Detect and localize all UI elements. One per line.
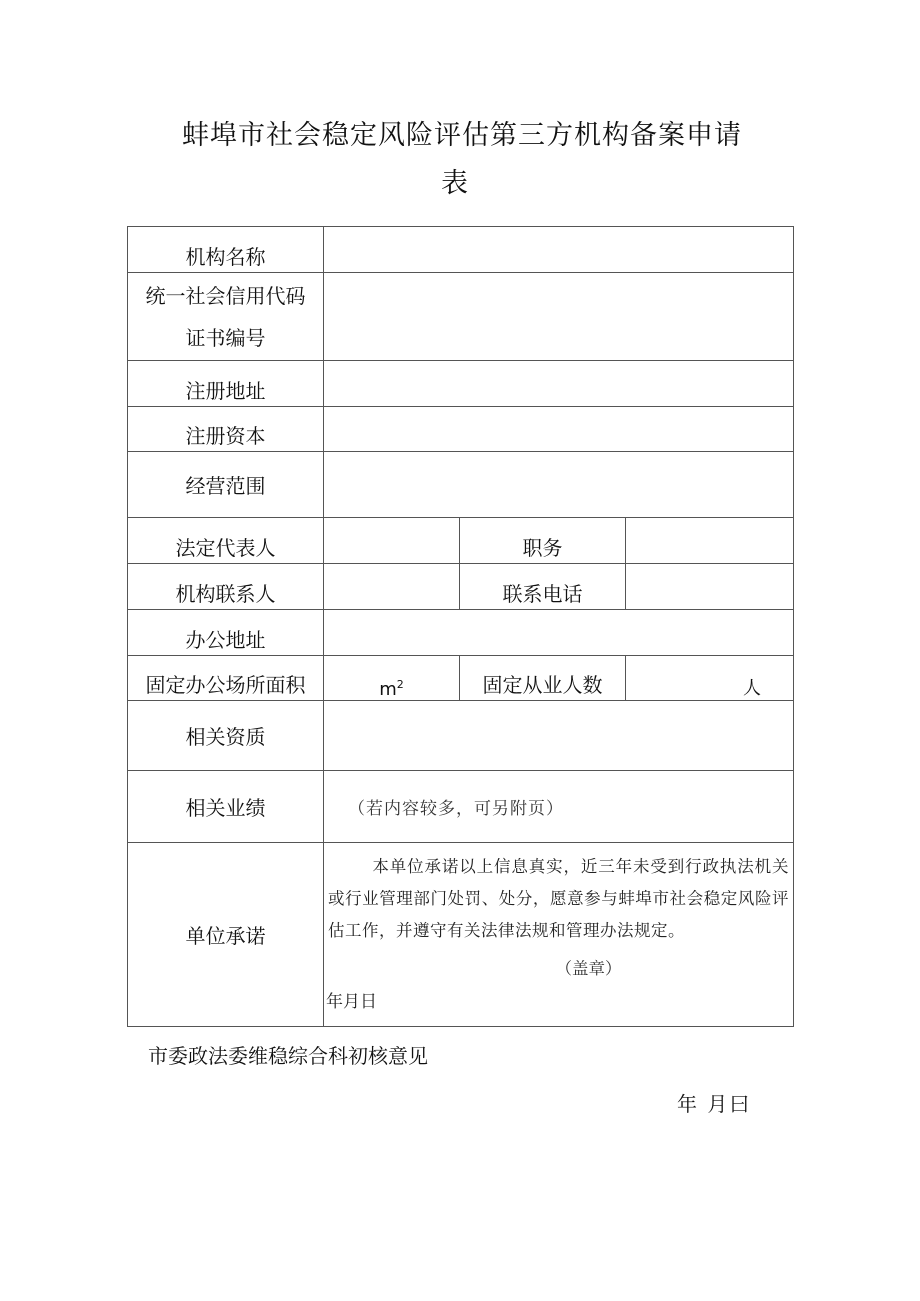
position-label: 职务: [460, 518, 626, 564]
contact-label: 机构联系人: [128, 564, 324, 610]
business-scope-field[interactable]: [324, 452, 794, 518]
row-reg-capital: [128, 407, 794, 452]
staff-label: 固定从业人数: [460, 656, 626, 701]
credit-code-label: 统一社会信用代码: [145, 283, 306, 308]
office-address-label: 办公地址: [128, 610, 324, 656]
promise-date: 年月日: [326, 992, 377, 1012]
row-office-area: [128, 656, 794, 701]
reg-capital-field[interactable]: [324, 407, 794, 452]
area-unit: $m^2$: [379, 678, 404, 700]
legal-rep-field[interactable]: [324, 518, 460, 564]
credit-code-field[interactable]: [324, 273, 794, 361]
row-legal-rep: [128, 518, 794, 564]
seal-text: （盖章）: [555, 959, 622, 978]
staff-field[interactable]: [626, 656, 794, 701]
row-qualification: [128, 701, 794, 771]
page-title: [0, 112, 920, 208]
promise-body: [324, 843, 793, 947]
org-name-field[interactable]: [324, 227, 794, 273]
org-name-label: 机构名称: [128, 227, 324, 273]
performance-note: （若内容较多，可另附页）: [348, 799, 564, 819]
cert-no-label: 证书编号: [185, 325, 266, 350]
position-field[interactable]: [626, 518, 794, 564]
promise-cell: [324, 843, 794, 1027]
qualification-field[interactable]: [324, 701, 794, 771]
row-performance: [128, 771, 794, 843]
contact-field[interactable]: [324, 564, 460, 610]
phone-label: 联系电话: [460, 564, 626, 610]
office-area-label: 固定办公场所面积: [128, 656, 324, 701]
row-contact: [128, 564, 794, 610]
promise-label: 单位承诺: [128, 843, 324, 1027]
promise-text: 本单位承诺以上信息真实，近三年未受到行政执法机关或行业管理部门处罚、处分，愿意参与蚌埠市社会稳定风险评估工作，并遵守有关法律法规和管理办法规定。: [328, 857, 790, 940]
row-org-name: [128, 227, 794, 273]
reg-address-field[interactable]: [324, 361, 794, 407]
phone-field[interactable]: [626, 564, 794, 610]
review-opinion-label: 市委政法委维稳综合科初核意见: [148, 1044, 428, 1068]
row-promise: [128, 843, 794, 1027]
office-address-field[interactable]: [324, 610, 794, 656]
row-reg-address: [128, 361, 794, 407]
row-business-scope: [128, 452, 794, 518]
review-date: 年 月曰: [677, 1092, 752, 1116]
application-form-table: [127, 226, 794, 1027]
qualification-label: 相关资质: [128, 701, 324, 771]
title-line-2: 表: [441, 168, 469, 199]
business-scope-label: 经营范围: [128, 452, 324, 518]
credit-code-cert-label: [128, 273, 324, 361]
performance-label: 相关业绩: [128, 771, 324, 843]
office-area-field[interactable]: [324, 656, 460, 701]
staff-unit: 人: [743, 678, 762, 699]
reg-capital-label: 注册资本: [128, 407, 324, 452]
row-credit-code: [128, 273, 794, 361]
title-line-1: 蚌埠市社会稳定风险评估第三方机构备案申请: [182, 120, 742, 151]
legal-rep-label: 法定代表人: [128, 518, 324, 564]
row-office-address: [128, 610, 794, 656]
performance-field[interactable]: [324, 771, 794, 843]
reg-address-label: 注册地址: [128, 361, 324, 407]
